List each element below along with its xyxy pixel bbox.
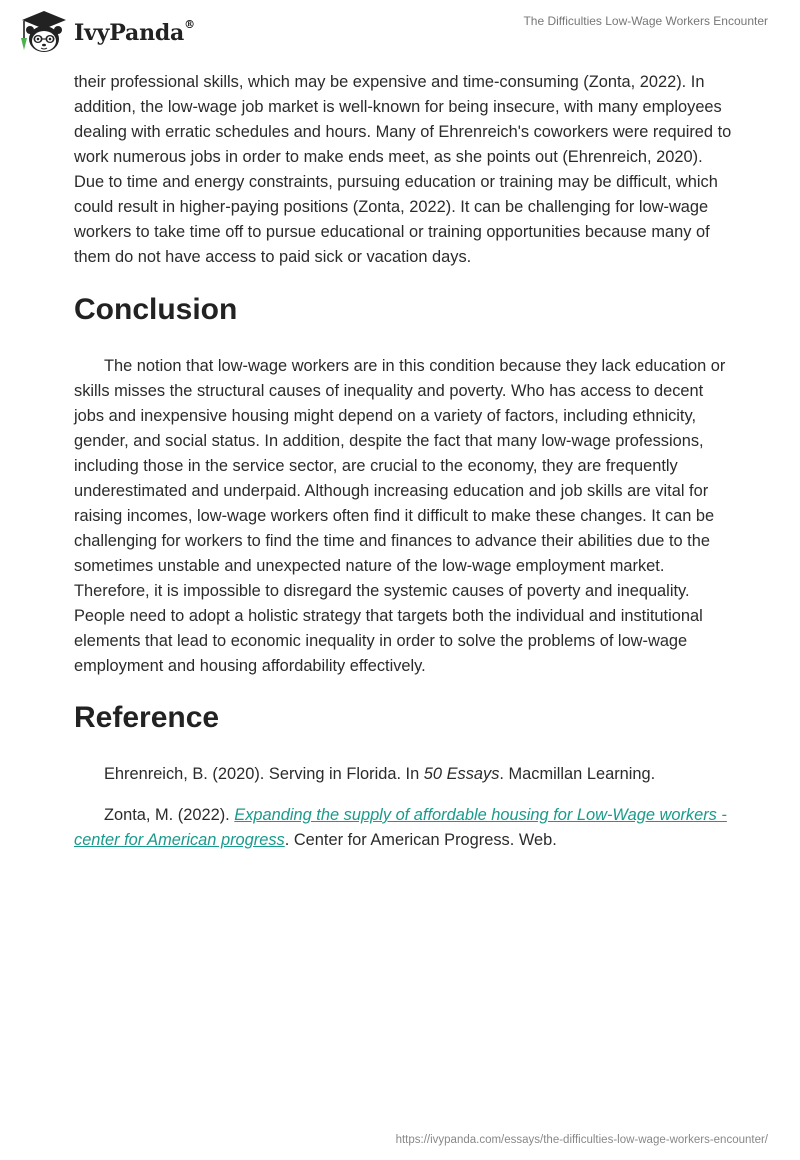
reference-link[interactable]: Expanding the supply of affordable housing for Low-Wage workers - center for American progress xyxy=(74,806,727,849)
page-header xyxy=(0,0,800,64)
ivypanda-logo[interactable] xyxy=(14,8,195,58)
reference-text: Zonta, M. (2022). xyxy=(104,806,235,824)
conclusion-heading: Conclusion xyxy=(74,293,238,326)
footer-url[interactable]: https://ivypanda.com/essays/the-difficulties-low-wage-workers-encounter/ xyxy=(395,1134,768,1146)
document-title: The Difficulties Low-Wage Workers Encounter xyxy=(523,14,768,28)
reference-text: . Macmillan Learning. xyxy=(499,765,656,783)
intro-paragraph: their professional skills, which may be expensive and time-consuming (Zonta, 2022). In addition, the low-wage job market is well-known for being insecure, with many employees dealing with erratic schedules and hours. Many of Ehrenreich's coworkers were required to work numerous jobs in order to make ends meet, as she points out (Ehrenreich, 2020). Due to time and energy constraints, pursuing education or training may be difficult, which could result in higher-paying positions (Zonta, 2022). It can be challenging for low-wage workers to take time off to pursue educational or training opportunities because many of them do not have access to paid sick or vacation days. xyxy=(74,73,732,266)
reference-item xyxy=(74,803,734,853)
essay-content xyxy=(74,70,734,869)
conclusion-paragraph: The notion that low-wage workers are in this condition because they lack education or skills misses the structural causes of inequality and poverty. Who has access to decent jobs and inexpensive housing might depend on a variety of factors, including ethnicity, gender, and social status. In addition, despite the fact that many low-wage professions, including those in the service sector, are crucial to the economy, they are frequently underestimated and underpaid. Although increasing education and job skills are vital for raising incomes, low-wage workers often find it difficult to make these changes. It can be challenging for workers to find the time and finances to advance their abilities due to the sometimes unstable and unexpected nature of the low-wage employment market. Therefore, it is impossible to disregard the systemic causes of poverty and inequality. People need to adopt a holistic strategy that targets both the individual and institutional elements that lead to economic inequality in order to solve the problems of low-wage employment and housing affordability effectively. xyxy=(74,357,726,675)
panda-logo-icon xyxy=(14,8,72,58)
brand-name: IvyPanda® xyxy=(74,18,195,46)
reference-item xyxy=(74,762,734,787)
reference-text: Ehrenreich, B. (2020). Serving in Florida. In xyxy=(104,765,424,783)
reference-heading: Reference xyxy=(74,701,220,734)
reference-text: . Center for American Progress. Web. xyxy=(284,831,557,849)
reference-book-title: 50 Essays xyxy=(423,765,500,783)
